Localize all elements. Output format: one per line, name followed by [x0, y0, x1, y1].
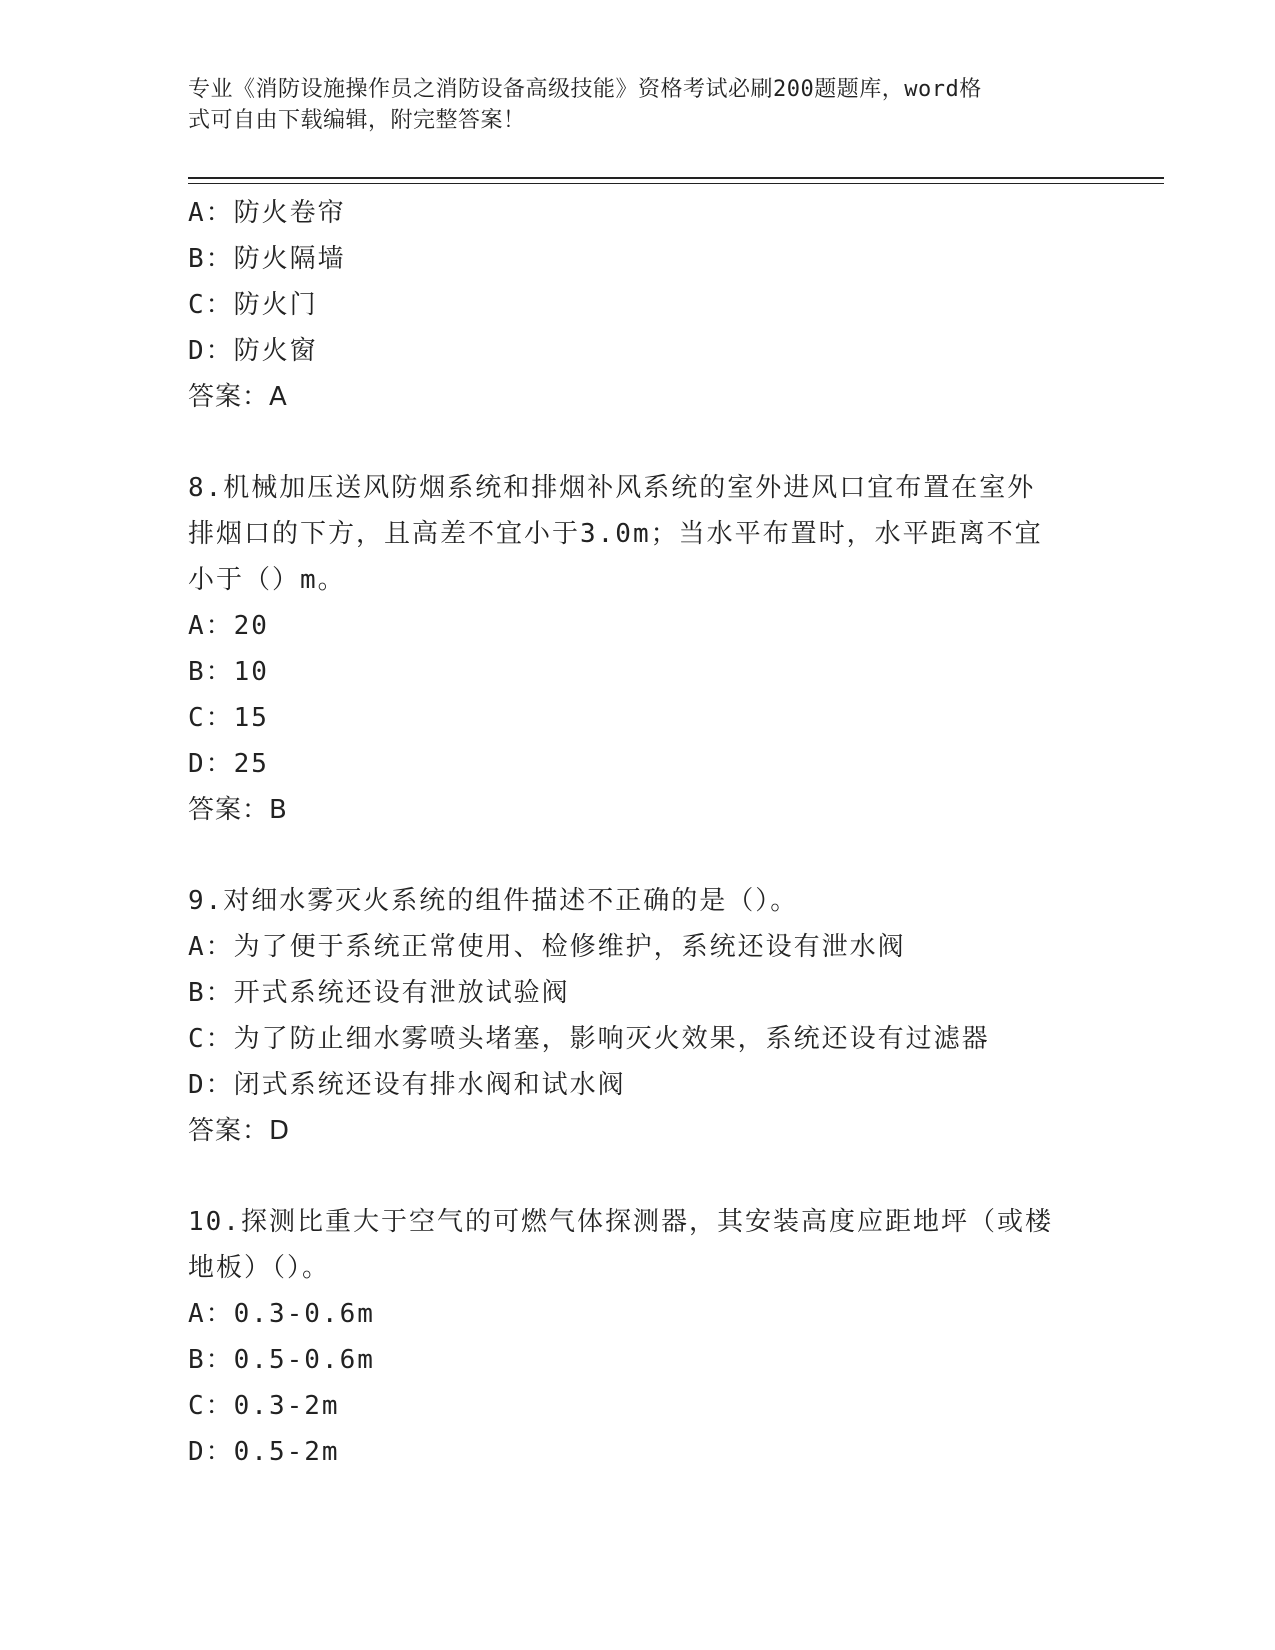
option-d: D：25 [188, 749, 269, 779]
question-text-line-1: 8.机械加压送风防烟系统和排烟补风系统的室外进风口宜布置在室外 [188, 473, 1036, 503]
header-rule-thin [188, 183, 1164, 184]
question-text-line-2: 排烟口的下方，且高差不宜小于3.0m；当水平布置时，水平距离不宜 [188, 519, 1043, 549]
option-b: B：0.5-0.6m [188, 1345, 375, 1375]
question-8 [188, 465, 1088, 833]
question-text-line-2: 地板）（）。 [188, 1253, 331, 1283]
question-10 [188, 1199, 1088, 1475]
option-c: C：15 [188, 703, 269, 733]
option-d: D：闭式系统还设有排水阀和试水阀 [188, 1070, 626, 1100]
option-b: B：10 [188, 657, 269, 687]
option-b: B：开式系统还设有泄放试验阀 [188, 978, 570, 1008]
header-line-2: 式可自由下载编辑，附完整答案！ [188, 108, 526, 133]
option-c: C：为了防止细水雾喷头堵塞，影响灭火效果，系统还设有过滤器 [188, 1024, 990, 1054]
option-d: D：0.5-2m [188, 1437, 340, 1467]
option-a: A：20 [188, 611, 269, 641]
option-d: D：防火窗 [188, 336, 318, 366]
question-text-line-3: 小于（）m。 [188, 565, 346, 595]
header-line-1: 专业《消防设施操作员之消防设备高级技能》资格考试必刷200题题库，word格 [188, 77, 982, 102]
answer-line: 答案：A [188, 382, 288, 412]
option-a: A：防火卷帘 [188, 198, 346, 228]
answer-line: 答案：D [188, 1116, 291, 1146]
option-a: A：0.3-0.6m [188, 1299, 375, 1329]
header-rule-thick [188, 177, 1164, 179]
option-a: A：为了便于系统正常使用、检修维护，系统还设有泄水阀 [188, 932, 906, 962]
document-header [188, 74, 1068, 136]
option-c: C：防火门 [188, 290, 318, 320]
spacer [188, 833, 1088, 878]
question-9 [188, 878, 1088, 1154]
question-list [188, 190, 1088, 1475]
option-b: B：防火隔墙 [188, 244, 346, 274]
spacer [188, 1154, 1088, 1199]
option-c: C：0.3-2m [188, 1391, 340, 1421]
answer-line: 答案：B [188, 795, 288, 825]
question-7 [188, 190, 1088, 420]
question-text-line-1: 9.对细水雾灭火系统的组件描述不正确的是（）。 [188, 886, 799, 916]
spacer [188, 420, 1088, 465]
question-text-line-1: 10.探测比重大于空气的可燃气体探测器，其安装高度应距地坪（或楼 [188, 1207, 1053, 1237]
